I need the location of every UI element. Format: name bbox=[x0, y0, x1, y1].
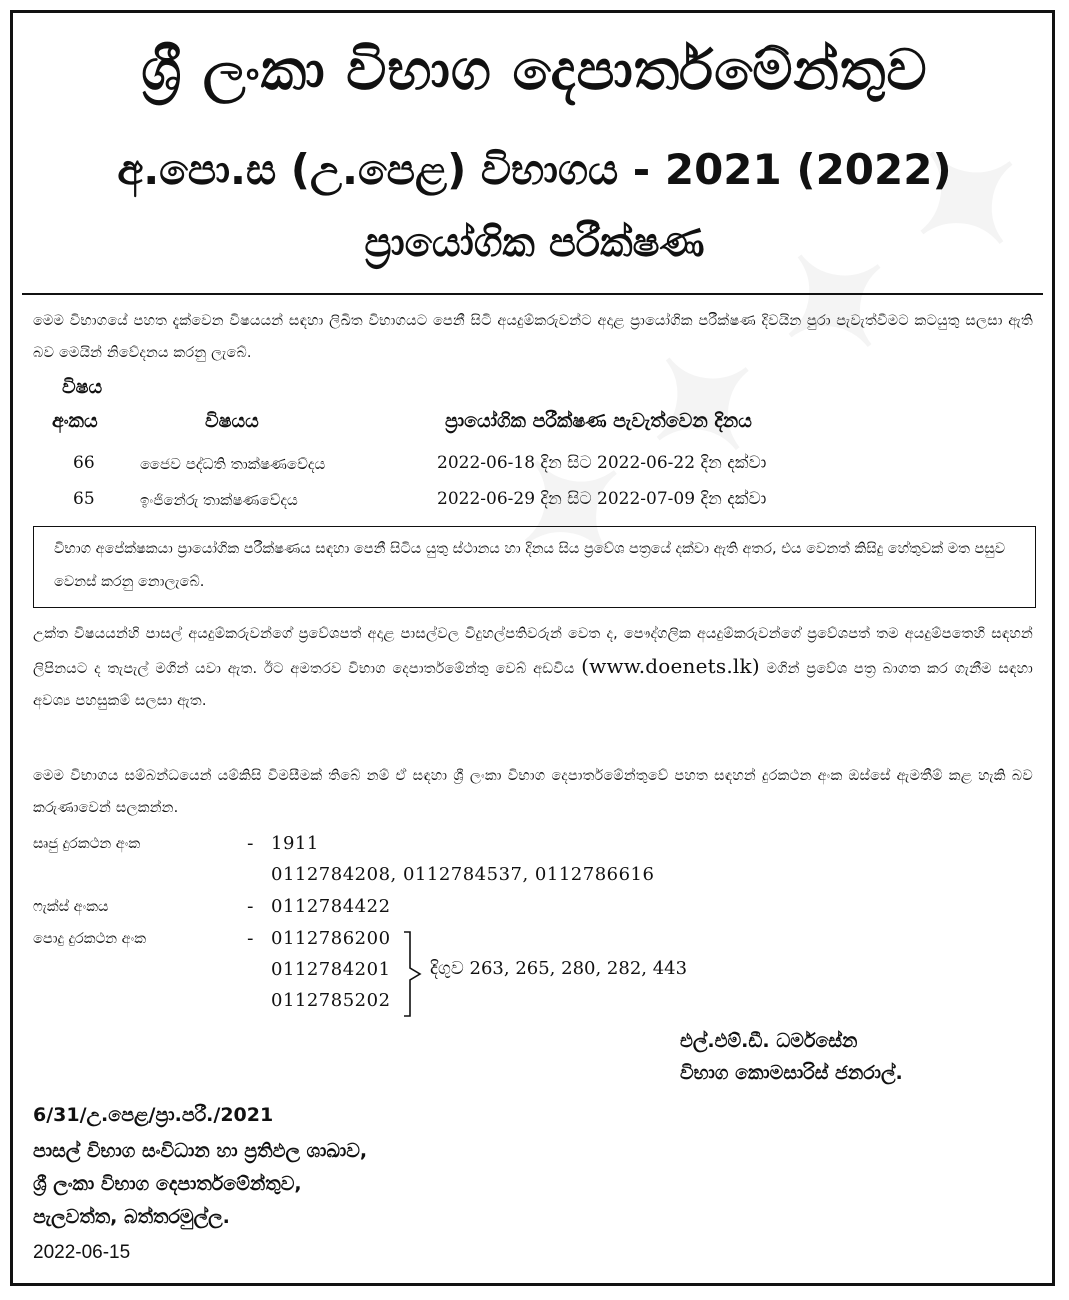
table-header-subject: විෂයය bbox=[205, 410, 259, 432]
department-name: ශ්‍රී ලංකා විභාග දෙපාර්තමේන්තුව, bbox=[33, 1173, 302, 1195]
general-label: පොදු දුරකථන අංක bbox=[33, 931, 147, 947]
table-header-code-line1: විෂය bbox=[62, 376, 103, 398]
table-row-2-code: 65 bbox=[73, 489, 95, 509]
table-header-date: ප්‍රායෝගික පරීක්ෂණ පැවැත්වෙන දිනය bbox=[445, 410, 752, 432]
signatory-name: එල්.එම්.ඩී. ධර්මසේන bbox=[680, 1030, 858, 1052]
table-row-1-subject: ජෛව පද්ධති තාක්ෂණවේදය bbox=[140, 455, 326, 473]
reference-number: 6/31/උ.පෙළ/ප්‍රා.පරී./2021 bbox=[33, 1104, 274, 1126]
general-number-3: 0112785202 bbox=[271, 990, 391, 1011]
table-row-1-code: 66 bbox=[73, 453, 95, 473]
issue-date: 2022-06-15 bbox=[33, 1242, 131, 1263]
fax-number: 0112784422 bbox=[271, 896, 391, 917]
signatory-title: විභාග කොමසාරිස් ජනරාල්. bbox=[680, 1062, 903, 1084]
admission-notice-box: විභාග අපේක්ෂකයා ප්‍රායෝගික පරීක්ෂණය සඳහා පෙනී සිටිය යුතු ස්ථානය හා දිනය සිය ප්‍රවේශ පත්‍රයේ දක්වා ඇති අතර, එය වෙනත් කිසිදු හේතුවක් මත පසුව වෙනස් කරනු නොලැබේ. bbox=[33, 526, 1036, 608]
right-brace-icon bbox=[402, 930, 424, 1018]
address: පැලවත්ත, බත්තරමුල්ල. bbox=[33, 1206, 230, 1228]
table-row-2-subject: ඉංජිනේරු තාක්ෂණවේදය bbox=[140, 491, 298, 509]
intro-paragraph: මෙම විභාගයේ පහත දැක්වෙන විෂයයන් සඳහා ලිඛිත විභාගයට පෙනී සිටි අයදුම්කරුවන්ට අදාළ ප්‍රායෝගික පරීක්ෂණ දිවයින පුරා පැවැත්වීමට කටයුතු සලසා ඇති බව මෙයින් නිවේදනය කරනු ලැබේ. bbox=[33, 313, 1033, 361]
inquiry-paragraph: මෙම විභාගය සම්බන්ධයෙන් යම්කිසි විමසීමක් තිබේ නම් ඒ සඳහා ශ්‍රී ලංකා විභාග දෙපාර්තමේන්තුවේ පහත සඳහන් දුරකථන අංක ඔස්සේ ඇමතීම් කළ හැකි බව කරුණාවෙන් සලකන්න. bbox=[33, 768, 1033, 816]
general-number-1: 0112786200 bbox=[271, 928, 391, 949]
admission-text-end: මගින් ප්‍රවේශ පත්‍ර බාගත කර ගැනීම සඳහා අවශ්‍ය පහසුකම් සලසා ඇත. bbox=[33, 661, 1034, 709]
extension-numbers: දිගුව 263, 265, 280, 282, 443 bbox=[430, 958, 688, 979]
hotline-label: සෘජු දුරකථන අංක bbox=[33, 836, 141, 852]
title-divider bbox=[22, 293, 1043, 295]
direct-numbers: 0112784208, 0112784537, 0112786616 bbox=[271, 864, 655, 885]
table-row-2-date: 2022-06-29 දින සිට 2022-07-09 දින දක්වා bbox=[437, 489, 767, 509]
table-header-code-line2: අංකය bbox=[52, 410, 98, 432]
fax-label: ෆැක්ස් අංකය bbox=[33, 899, 109, 915]
fax-dash: - bbox=[247, 896, 254, 917]
admission-paragraph bbox=[33, 618, 1033, 717]
practical-tests-title: ප්‍රායෝගික පරීක්ෂණ bbox=[364, 220, 705, 266]
department-title: ශ්‍රී ලංකා විභාග දෙපාර්තමේන්තුව bbox=[141, 38, 928, 103]
admission-text: උක්ත විෂයයන්හි පාසල් අයදුම්කරුවන්ගේ ප්‍රවේශපත් අදාළ පාසල්වල විදුහල්පතිවරුන් වෙත ද, පෞද්ගලික අයදුම්කරුවන්ගේ ප්‍රවේශපත් තම අයදුම්පතෙහි සඳහන් ලිපිනයට ද තැපැල් මගින් යවා ඇත. ඊට අමතරව විභාග දෙපාර්තමේන්තු වෙබ් අඩවිය bbox=[33, 626, 1033, 677]
branch-name: පාසල් විභාග සංවිධාන හා ප්‍රතිඵල ශාඛාව, bbox=[33, 1140, 368, 1162]
hotline-number: 1911 bbox=[271, 833, 319, 854]
table-row-1-date: 2022-06-18 දින සිට 2022-06-22 දින දක්වා bbox=[437, 453, 767, 473]
general-dash: - bbox=[247, 928, 254, 949]
general-number-2: 0112784201 bbox=[271, 959, 391, 980]
website-link[interactable]: (www.doenets.lk) bbox=[581, 654, 760, 678]
hotline-dash: - bbox=[247, 833, 254, 854]
exam-title: අ.පො.ස (උ.පෙළ) විභාගය - 2021 (2022) bbox=[117, 145, 952, 194]
